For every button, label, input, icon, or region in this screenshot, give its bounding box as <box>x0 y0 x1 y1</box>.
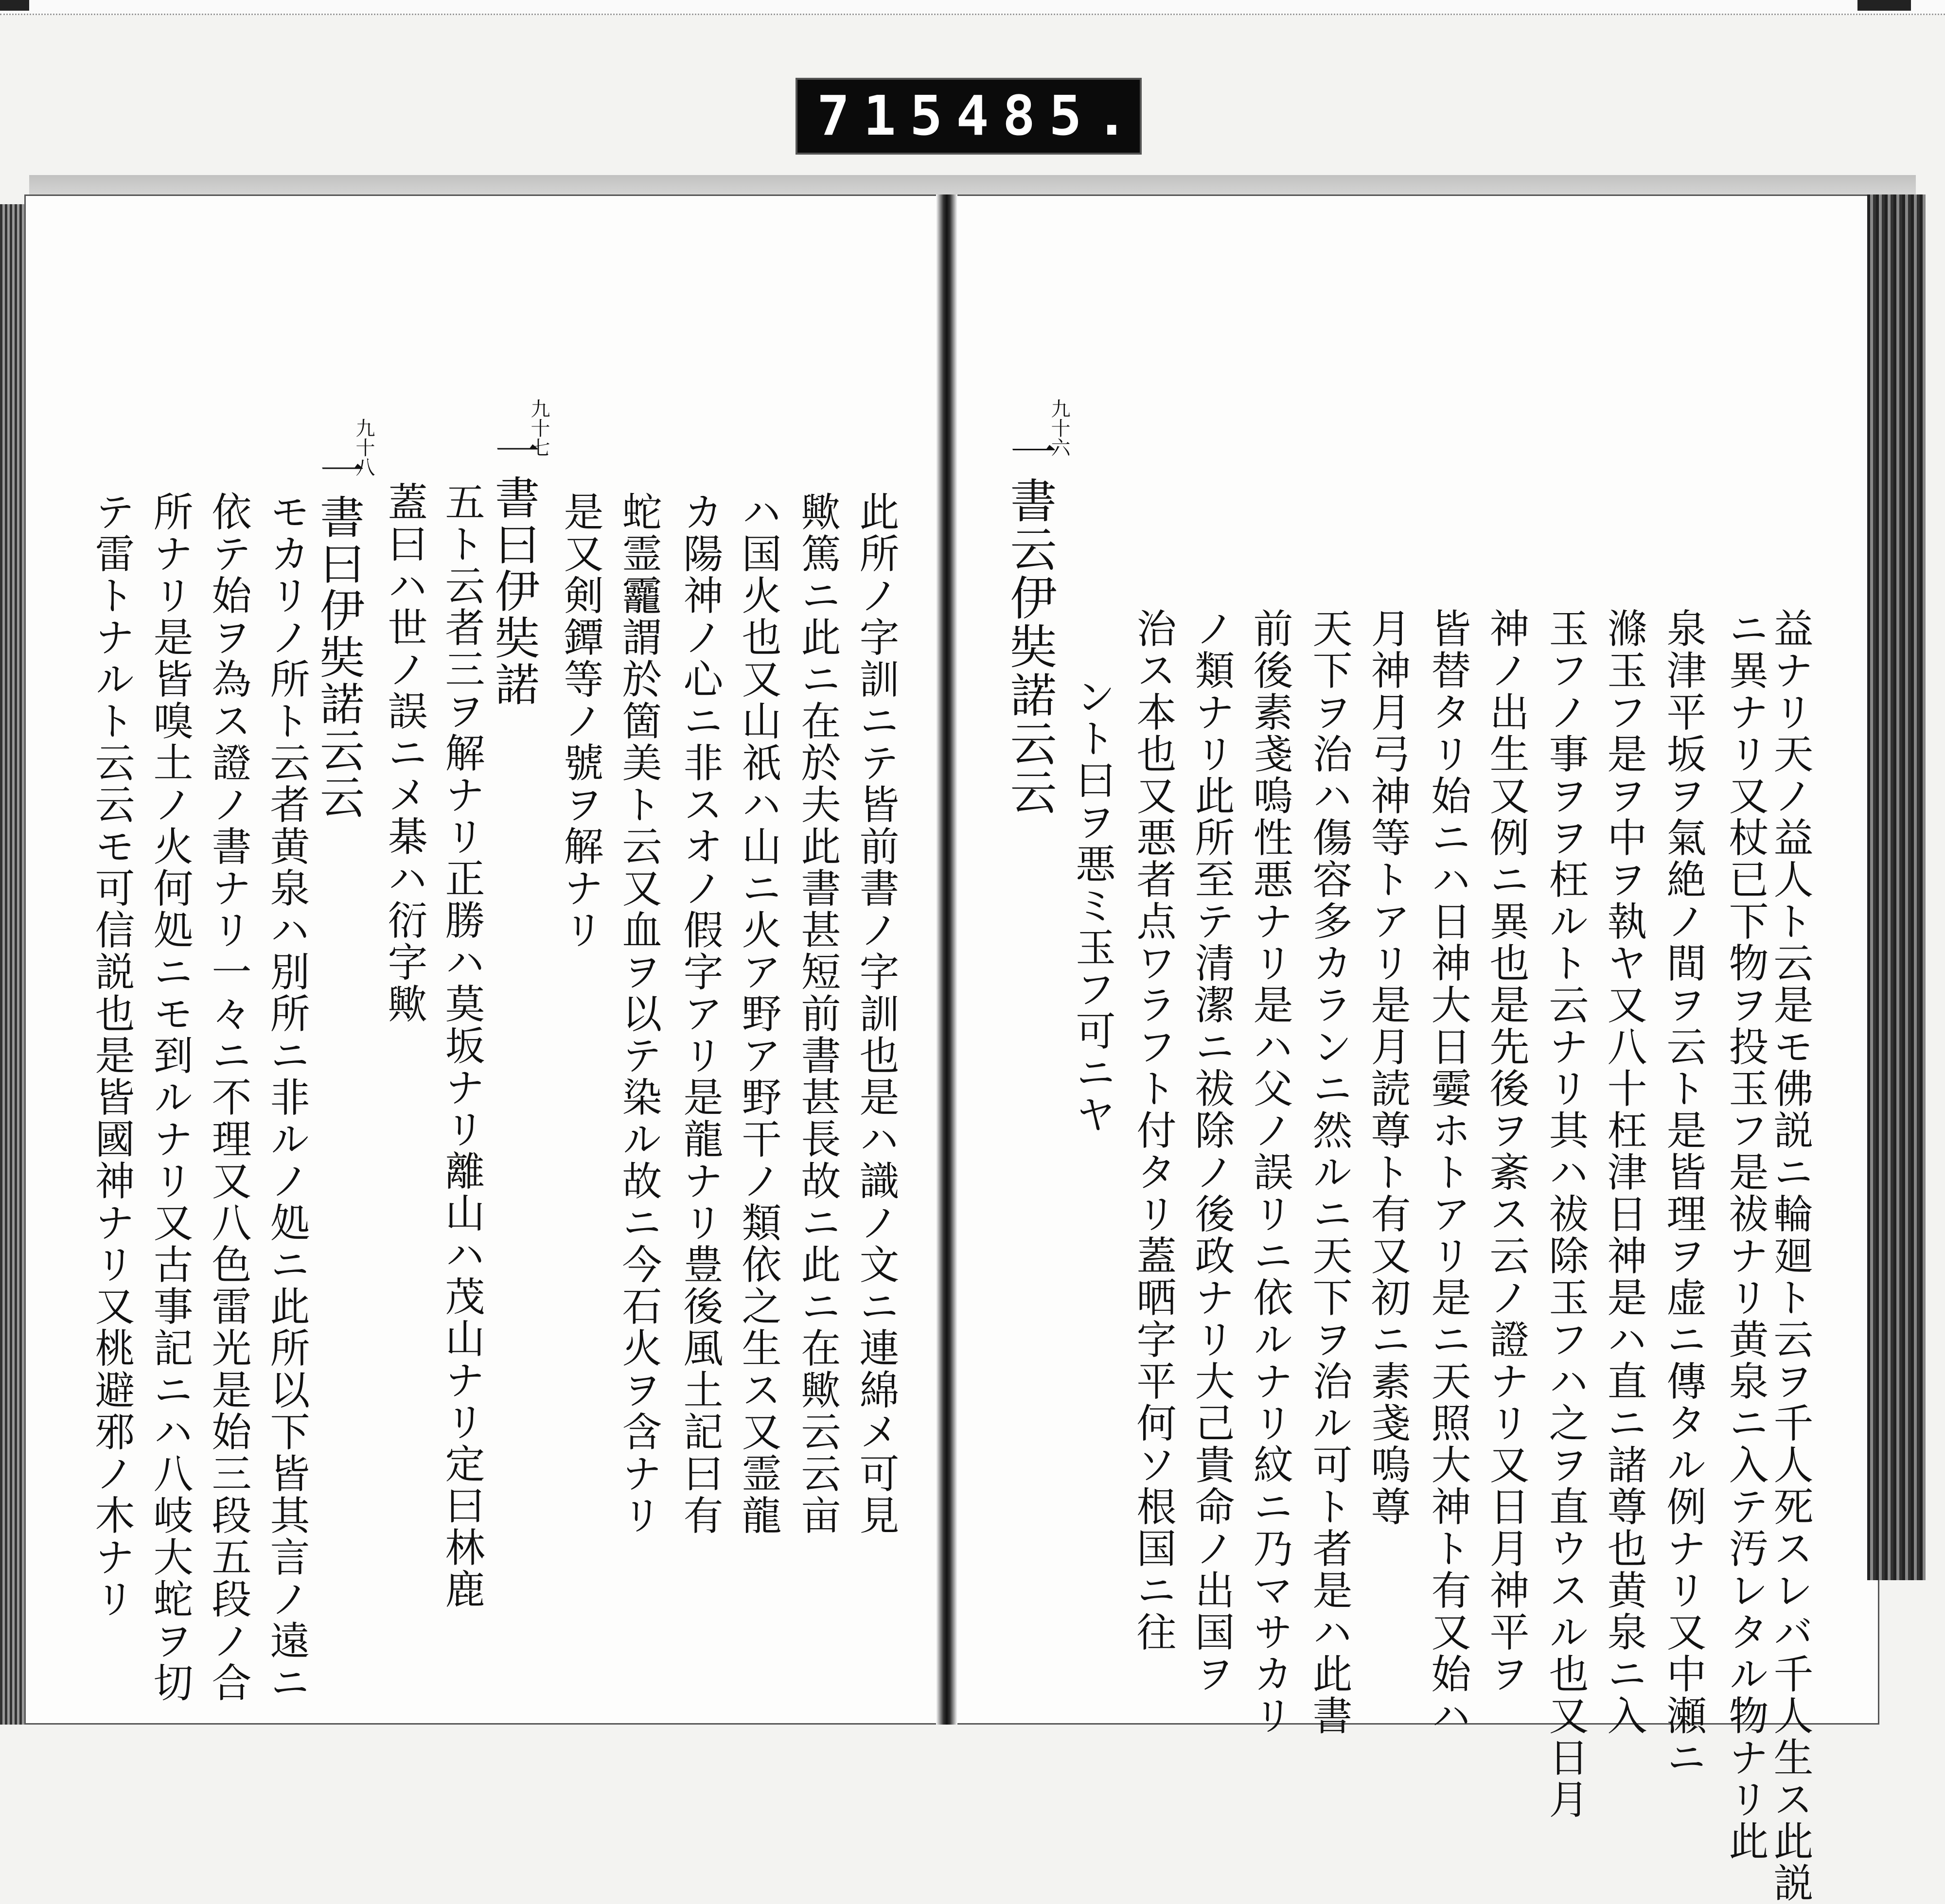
left-page-column: 是又剣鐔等ノ號ヲ解ナリ <box>557 491 603 951</box>
right-page-column: ノ類ナリ此所至テ清潔ニ祓除ノ後政ナリ大己貴命ノ出国ヲ <box>1188 608 1235 1695</box>
left-page-column: 五ト云者三ヲ解ナリ正勝ハ莫坂ナリ離山ハ茂山ナリ定曰林鹿 <box>439 481 485 1610</box>
reel-frame-label <box>796 78 1142 155</box>
scan-corner-mark <box>1857 0 1911 11</box>
left-page-column: モカリノ所ト云者黄泉ハ別所ニ非ルノ処ニ此所以下皆其言ノ遠ニ <box>264 491 310 1704</box>
right-page-column: 治ス本也又悪者点ワラフト付タリ蓋晒字平何ソ根国ニ往 <box>1130 608 1176 1653</box>
scan-top-edge <box>0 0 1945 15</box>
section-number: 九十六 <box>1048 399 1070 457</box>
right-page-column: 月神月弓神等トアリ是月読尊ト有又初ニ素戔嗚尊 <box>1364 608 1411 1528</box>
scan-corner-mark <box>0 0 29 11</box>
left-page-column: ハ国火也又山祇ハ山ニ火ア野ア野干ノ類依之生ス又霊龍 <box>735 491 781 1536</box>
book-gutter <box>936 194 957 1725</box>
left-page-column: 依テ始ヲ為ス證ノ書ナリ一々ニ不理又八色雷光是始三段五段ノ合 <box>205 491 251 1704</box>
right-page-column: 玉フノ事ヲヲ枉ルト云ナリ其ハ祓除玉フハ之ヲ直ウスル也又日月 <box>1542 608 1589 1820</box>
section-number: 九十八 <box>353 418 375 476</box>
right-page-column: 天下ヲ治ハ傷容多カランニ然ルニ天下ヲ治ル可ト者是ハ此書 <box>1306 608 1352 1737</box>
book-right-edge <box>1867 194 1926 1580</box>
label-right-number: 485. <box>956 85 1142 148</box>
label-left-number: 715 <box>817 85 956 148</box>
right-page-column: ント曰ヲ悪ミ玉フ可ニヤ <box>1069 676 1115 1136</box>
right-page-column: 滌玉フ是ヲ中ヲ執ヤ又八十枉津日神是ハ直ニ諸尊也黄泉ニ入 <box>1601 608 1647 1737</box>
right-page-column: 前後素戔嗚性悪ナリ是ハ父ノ誤リニ依ルナリ紋ニ乃マサカリ <box>1247 608 1293 1737</box>
right-page-column: 皆替タリ始ニハ日神大日孁ホトアリ是ニ天照大神ト有又始ハ <box>1425 608 1471 1737</box>
section-heading: 一書曰伊奘諾 <box>488 428 540 708</box>
left-page-column: 蓋曰ハ世ノ誤ニメ棊ハ衍字歟 <box>381 481 427 1025</box>
left-page-column: カ陽神ノ心ニ非スオノ假字アリ是龍ナリ豊後風土記曰有 <box>677 491 723 1536</box>
left-page-column: テ雷トナルト云云モ可信説也是皆國神ナリ又桃避邪ノ木ナリ <box>88 491 135 1620</box>
right-page-column: 神ノ出生又例ニ異也是先後ヲ紊ス云ノ證ナリ又日月神平ヲ <box>1483 608 1529 1695</box>
right-page-column: 益ナリ天ノ益人ト云是モ佛説ニ輪廻ト云ヲ千人死スレバ千人生ス此説 <box>1767 608 1813 1904</box>
right-page-column: ニ異ナリ又杖已下物ヲ投玉フ是祓ナリ黄泉ニ入テ汚レタル物ナリ此 <box>1722 608 1768 1862</box>
section-heading: 一書云伊奘諾云云 <box>1003 428 1057 817</box>
left-page-column: 歟篤ニ此ニ在於夫此書甚短前書甚長故ニ此ニ在歟云云亩 <box>795 491 841 1536</box>
section-number: 九十七 <box>528 399 550 457</box>
right-page-column: 泉津平坂ヲ氣絶ノ間ヲ云ト是皆理ヲ虚ニ傳タル例ナリ又中瀬ニ <box>1660 608 1706 1779</box>
left-page-column: 蛇霊龗謂於箇美ト云又血ヲ以テ染ル故ニ今石火ヲ含ナリ <box>616 491 662 1536</box>
left-page-column: 所ナリ是皆嗅土ノ火何処ニモ到ルナリ又古事記ニハ八岐大蛇ヲ切 <box>147 491 193 1704</box>
section-heading: 一書曰伊奘諾云云 <box>313 447 365 821</box>
left-page-column: 此所ノ字訓ニテ皆前書ノ字訓也是ハ識ノ文ニ連綿メ可見 <box>853 491 899 1536</box>
